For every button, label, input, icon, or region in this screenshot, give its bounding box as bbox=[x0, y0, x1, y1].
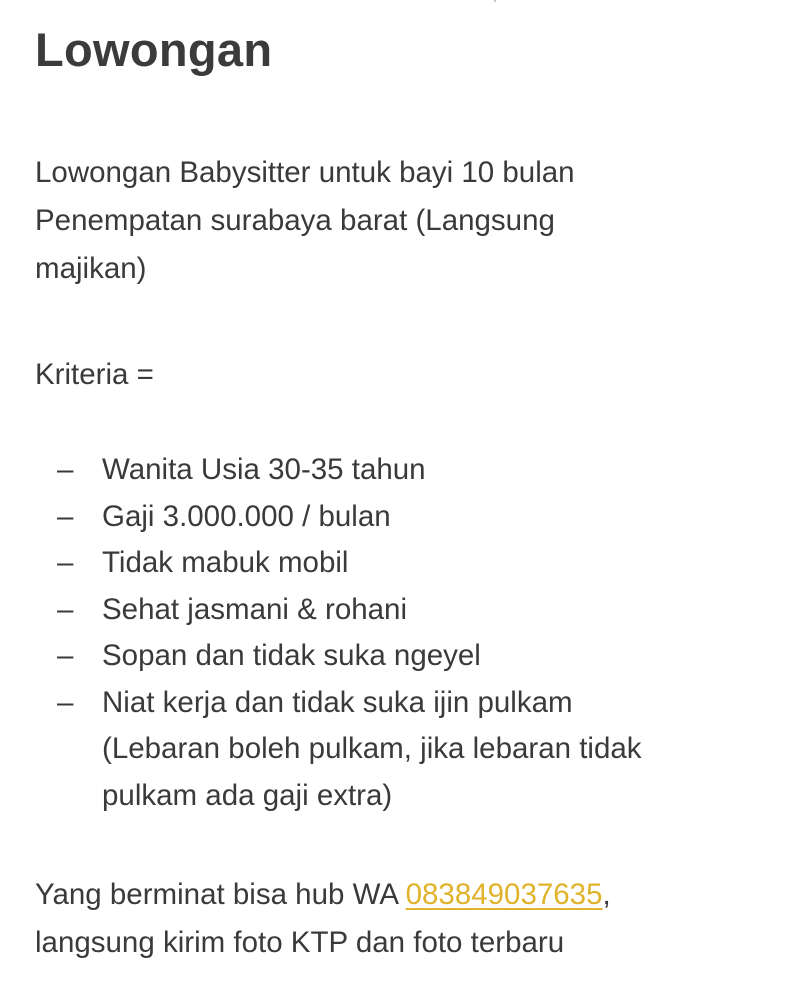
intro-paragraph bbox=[35, 149, 575, 293]
intro-line: Lowongan Babysitter untuk bayi 10 bulan bbox=[35, 156, 575, 189]
contact-paragraph bbox=[35, 871, 611, 967]
criteria-list bbox=[35, 447, 742, 819]
list-item bbox=[35, 494, 742, 541]
dash-bullet-icon: – bbox=[57, 639, 74, 672]
page-title: Lowongan bbox=[35, 23, 273, 76]
intro-line: majikan) bbox=[35, 252, 147, 285]
contact-prefix: Yang berminat bisa hub WA bbox=[35, 878, 406, 911]
criteria-heading: Kriteria = bbox=[35, 358, 154, 391]
list-item-continuation: (Lebaran boleh pulkam, jika lebaran tidak bbox=[102, 732, 642, 765]
contact-suffix: , bbox=[602, 878, 611, 911]
cutoff-glyph bbox=[490, 0, 499, 2]
list-item bbox=[35, 680, 742, 820]
dash-bullet-icon: – bbox=[57, 592, 74, 626]
list-item-text: Tidak mabuk mobil bbox=[102, 546, 349, 579]
list-item-continuation: pulkam ada gaji extra) bbox=[102, 778, 393, 812]
list-item-text: Niat kerja dan tidak suka ijin pulkam bbox=[102, 685, 573, 719]
dash-bullet-icon: – bbox=[57, 685, 74, 719]
whatsapp-phone-link[interactable]: 083849037635 bbox=[405, 878, 603, 911]
intro-line: Penempatan surabaya barat (Langsung bbox=[35, 204, 555, 237]
list-item-text: Wanita Usia 30-35 tahun bbox=[102, 453, 426, 486]
list-item-text: Sopan dan tidak suka ngeyel bbox=[102, 639, 481, 672]
dash-bullet-icon: – bbox=[57, 499, 74, 533]
dash-bullet-icon: – bbox=[57, 453, 74, 486]
dash-bullet-icon: – bbox=[57, 546, 74, 579]
list-item bbox=[35, 540, 742, 587]
contact-line-2: langsung kirim foto KTP dan foto terbaru bbox=[35, 926, 565, 959]
list-item bbox=[35, 587, 742, 634]
list-item-text: Gaji 3.000.000 / bulan bbox=[102, 499, 391, 533]
list-item bbox=[35, 633, 742, 680]
list-item bbox=[35, 447, 742, 494]
contact-line-1 bbox=[35, 871, 611, 919]
list-item-text: Sehat jasmani & rohani bbox=[102, 592, 408, 626]
